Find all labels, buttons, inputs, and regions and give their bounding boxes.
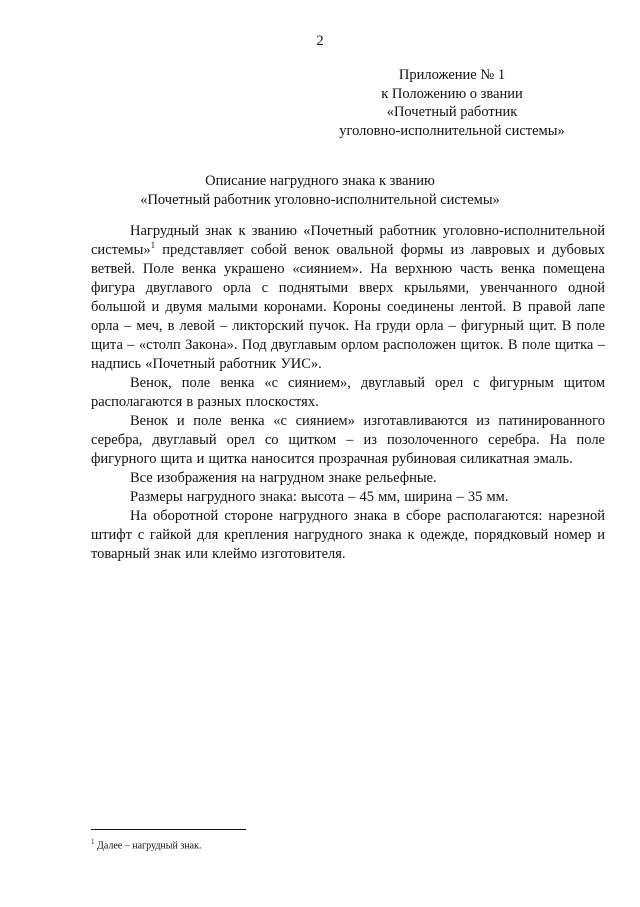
document-title <box>0 172 640 209</box>
appendix-line: «Почетный работник <box>386 104 518 120</box>
paragraph-text: представляет собой венок овальной формы из лавровых и дубовых ветвей. Поле венка украшено «сиянием». На верхнюю часть венка помещена фигура двуглавого орла с поднятыми вверх крыльями, увенчанного одной большой и двумя малыми коронами. Короны соединены лентой. В правой лапе орла – меч, в левой – ликторский пучок. На груди орла – фигурный щит. В поле щита – «столп Закона». Под двуглавым орлом расположен щиток. В поле щитка – надпись «Почетный работник УИС». <box>91 242 605 372</box>
footnote-separator <box>91 829 246 830</box>
footnote-reference: 1 <box>150 240 156 251</box>
document-body <box>91 222 605 564</box>
appendix-line: Приложение № 1 <box>398 67 506 83</box>
title-line: «Почетный работник уголовно-исполнительной системы» <box>140 191 500 208</box>
footnote-text: Далее – нагрудный знак. <box>94 840 202 852</box>
paragraph-planes: Венок, поле венка «с сиянием», двуглавый орел с фигурным щитом располагаются в разных плоскостях. <box>91 375 605 410</box>
paragraph-text: Нагрудный знак к званию «Почетный работник уголовно-исполнительной системы» <box>91 223 605 258</box>
paragraph-description <box>91 222 605 374</box>
paragraph-relief: Все изображения на нагрудном знаке рельефные. <box>130 470 437 486</box>
title-line: Описание нагрудного знака к званию <box>205 173 435 189</box>
appendix-line: уголовно-исполнительной системы» <box>339 122 565 139</box>
page-number: 2 <box>316 33 324 49</box>
appendix-line: к Положению о звании <box>381 85 523 102</box>
paragraph-dimensions: Размеры нагрудного знака: высота – 45 мм, ширина – 35 мм. <box>130 489 509 505</box>
paragraph-reverse-side: На оборотной стороне нагрудного знака в сборе располагаются: нарезной штифт с гайкой для крепления нагрудного знака к одежде, порядковый номер и товарный знак или клеймо изготовителя. <box>91 508 605 562</box>
footnote-mark: 1 <box>91 838 95 846</box>
paragraph-materials: Венок и поле венка «с сиянием» изготавливаются из патинированного серебра, двуглавый орел со щитком – из позолоченного серебра. На поле фигурного щита и щитка наносится прозрачная рубиновая силикатная эмаль. <box>91 413 605 467</box>
footnote <box>91 836 391 852</box>
appendix-reference <box>302 66 602 140</box>
